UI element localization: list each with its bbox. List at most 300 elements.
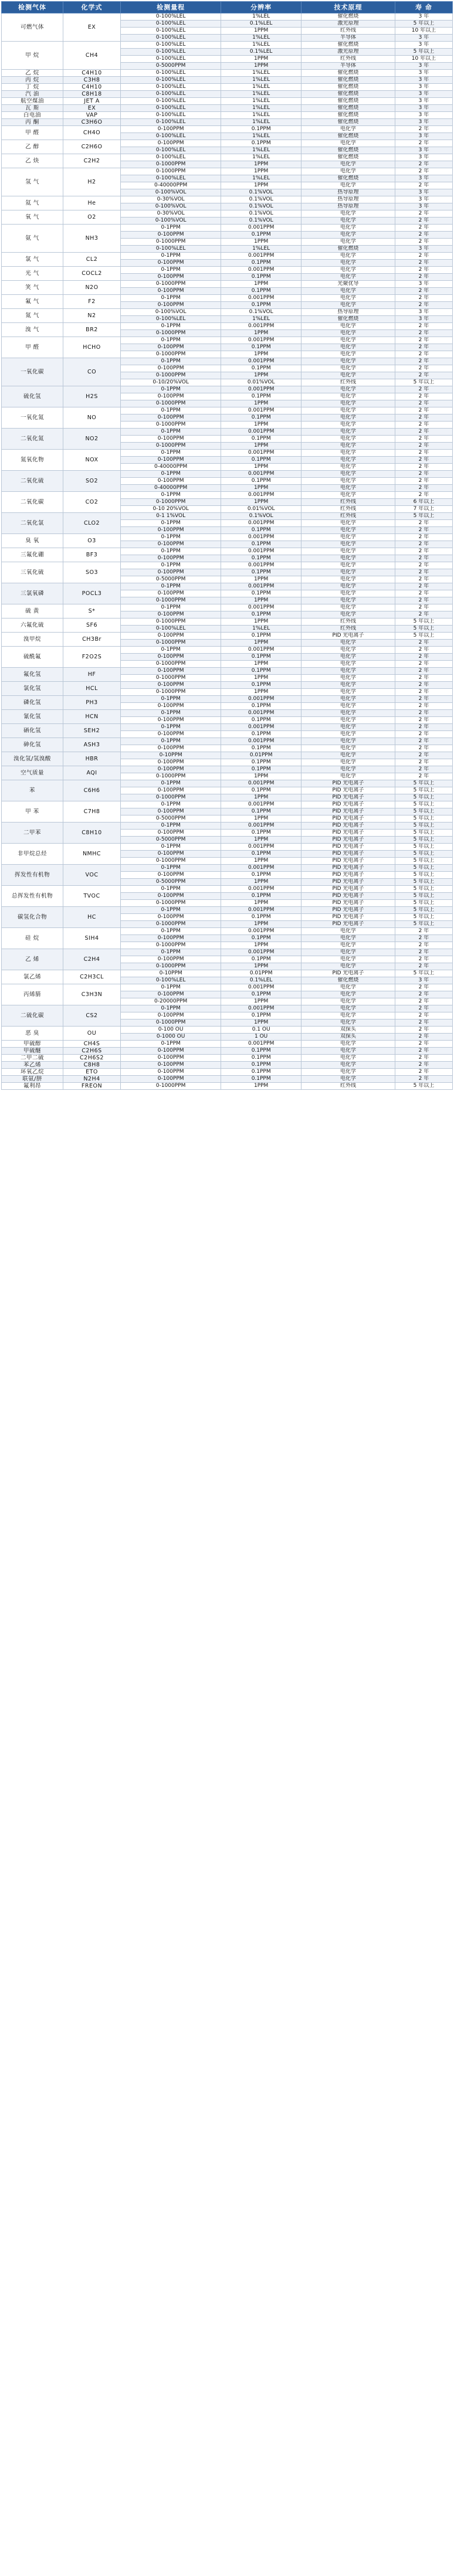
cell-gas-name: 碳氢化合物 <box>2 907 63 928</box>
cell-range: 0-1000PPM <box>121 330 221 337</box>
cell-gas-name: 三氟化硼 <box>2 548 63 562</box>
cell-technology: 电化学 <box>301 668 395 675</box>
cell-life: 5 年以上 <box>395 872 452 879</box>
cell-range: 0-100PPM <box>121 872 221 879</box>
cell-life: 2 年 <box>395 422 452 429</box>
cell-gas-name: 恶 臭 <box>2 1027 63 1041</box>
table-row <box>2 548 453 555</box>
table-row <box>2 492 453 499</box>
cell-range: 0-1000PPM <box>121 640 221 647</box>
cell-resolution: 0.001PPM <box>221 928 301 935</box>
cell-resolution: 0.01PPM <box>221 752 301 759</box>
cell-gas-name: 乙 烷 <box>2 70 63 77</box>
cell-gas-name: 三氧化硫 <box>2 562 63 583</box>
cell-resolution: 0.01PPM <box>221 970 301 977</box>
cell-life: 5 年以上 <box>395 844 452 851</box>
cell-resolution: 0.1PPM <box>221 478 301 485</box>
cell-life: 2 年 <box>395 478 452 485</box>
cell-range: 0-1PPM <box>121 823 221 830</box>
cell-life: 2 年 <box>395 590 452 597</box>
cell-range: 0-40000PPM <box>121 182 221 189</box>
cell-formula: PH3 <box>63 696 120 710</box>
cell-range: 0-100PPM <box>121 1062 221 1069</box>
cell-technology: 电化学 <box>301 752 395 759</box>
cell-range: 0-100PPM <box>121 759 221 766</box>
cell-technology: 电化学 <box>301 956 395 963</box>
cell-technology: 红外线 <box>301 56 395 63</box>
table-row <box>2 1076 453 1083</box>
cell-technology: 电化学 <box>301 1076 395 1083</box>
cell-life: 3 年 <box>395 13 452 21</box>
cell-range: 0-1PPM <box>121 1041 221 1048</box>
cell-formula: C6H6 <box>63 780 120 801</box>
table-row <box>2 407 453 414</box>
cell-range: 0-100%LEL <box>121 246 221 253</box>
cell-technology: 电化学 <box>301 225 395 232</box>
cell-resolution: 0.001PPM <box>221 823 301 830</box>
cell-technology: 半导体 <box>301 63 395 70</box>
cell-formula: C3H8 <box>63 77 120 84</box>
table-row <box>2 429 453 436</box>
cell-technology: 电化学 <box>301 731 395 738</box>
cell-range: 0-1000PPM <box>121 963 221 970</box>
cell-range: 0-100%LEL <box>121 133 221 140</box>
cell-resolution: 0.001PPM <box>221 865 301 872</box>
cell-resolution: 0.1%VOL <box>221 513 301 520</box>
cell-formula: S* <box>63 604 120 618</box>
cell-resolution: 1%LEL <box>221 316 301 323</box>
cell-range: 0-1 1%VOL <box>121 513 221 520</box>
cell-life: 2 年 <box>395 576 452 583</box>
cell-life: 5 年以上 <box>395 907 452 914</box>
cell-technology: 电化学 <box>301 738 395 745</box>
cell-range: 0-100%LEL <box>121 21 221 28</box>
cell-gas-name: 砷化氢 <box>2 738 63 752</box>
cell-range: 0-100PPM <box>121 288 221 295</box>
cell-life: 2 年 <box>395 414 452 422</box>
cell-range: 0-100PPM <box>121 232 221 239</box>
cell-life: 3 年 <box>395 154 452 161</box>
cell-life: 5 年以上 <box>395 921 452 928</box>
cell-resolution: 0.1PPM <box>221 633 301 640</box>
cell-formula: BF3 <box>63 548 120 562</box>
cell-life: 5 年以上 <box>395 780 452 787</box>
cell-resolution: 0.1PPM <box>221 766 301 773</box>
cell-life: 3 年 <box>395 63 452 70</box>
cell-gas-name: 氯乙烯 <box>2 970 63 984</box>
cell-technology: PID 光电离子 <box>301 815 395 823</box>
cell-technology: 热导原理 <box>301 189 395 196</box>
cell-range: 0-1PPM <box>121 949 221 956</box>
cell-range: 0-100PPM <box>121 457 221 464</box>
cell-life: 2 年 <box>395 239 452 246</box>
cell-resolution: 0.1PPM <box>221 787 301 794</box>
cell-life: 3 年 <box>395 309 452 316</box>
table-row <box>2 618 453 626</box>
cell-life: 2 年 <box>395 682 452 689</box>
table-row <box>2 534 453 541</box>
cell-life: 2 年 <box>395 759 452 766</box>
cell-technology: 电化学 <box>301 323 395 330</box>
cell-technology: 电化学 <box>301 344 395 351</box>
cell-technology: 电化学 <box>301 267 395 274</box>
cell-resolution: 0.1PPM <box>221 302 301 309</box>
cell-technology: 电化学 <box>301 661 395 668</box>
cell-life: 2 年 <box>395 689 452 696</box>
cell-life: 3 年 <box>395 977 452 984</box>
cell-technology: 电化学 <box>301 949 395 956</box>
table-row <box>2 583 453 590</box>
cell-range: 0-1000PPM <box>121 400 221 407</box>
cell-gas-name: 氟 气 <box>2 295 63 309</box>
cell-formula: H2S <box>63 386 120 407</box>
cell-range: 0-100PPM <box>121 1069 221 1076</box>
cell-life: 2 年 <box>395 386 452 393</box>
cell-formula: N2H4 <box>63 1076 120 1083</box>
cell-life: 2 年 <box>395 583 452 590</box>
cell-gas-name: 二氧化碳 <box>2 492 63 513</box>
cell-life: 5 年以上 <box>395 49 452 56</box>
cell-life: 3 年 <box>395 281 452 288</box>
cell-formula: SF6 <box>63 618 120 633</box>
cell-formula: BR2 <box>63 323 120 337</box>
cell-resolution: 0.1PPM <box>221 914 301 921</box>
cell-formula: C2H3CL <box>63 970 120 984</box>
cell-range: 0-10/20%VOL <box>121 379 221 386</box>
cell-range: 0-100PPM <box>121 851 221 858</box>
cell-resolution: 0.001PPM <box>221 984 301 991</box>
table-row <box>2 225 453 232</box>
cell-resolution: 1%LEL <box>221 91 301 98</box>
cell-resolution: 0.001PPM <box>221 471 301 478</box>
cell-technology: 电化学 <box>301 562 395 569</box>
cell-technology: 电化学 <box>301 302 395 309</box>
cell-technology: 电化学 <box>301 963 395 970</box>
cell-formula: SO2 <box>63 471 120 492</box>
cell-resolution: 0.1%LEL <box>221 49 301 56</box>
cell-resolution: 1%LEL <box>221 112 301 119</box>
cell-resolution: 0.001PPM <box>221 907 301 914</box>
cell-technology: 催化燃烧 <box>301 105 395 112</box>
cell-technology: 催化燃烧 <box>301 84 395 91</box>
cell-life: 2 年 <box>395 232 452 239</box>
cell-resolution: 1%LEL <box>221 35 301 42</box>
cell-life: 2 年 <box>395 1048 452 1055</box>
cell-formula: CS2 <box>63 1005 120 1027</box>
cell-life: 2 年 <box>395 991 452 998</box>
cell-gas-name: 丙 烷 <box>2 77 63 84</box>
cell-life: 2 年 <box>395 562 452 569</box>
cell-range: 0-30%VOL <box>121 210 221 218</box>
cell-life: 2 年 <box>395 773 452 780</box>
cell-technology: 电化学 <box>301 984 395 991</box>
cell-life: 2 年 <box>395 443 452 450</box>
table-row <box>2 970 453 977</box>
cell-formula: CH4 <box>63 42 120 70</box>
cell-resolution: 0.001PPM <box>221 647 301 654</box>
cell-range: 0-1000PPM <box>121 618 221 626</box>
cell-technology: 电化学 <box>301 443 395 450</box>
cell-range: 0-100%LEL <box>121 28 221 35</box>
cell-technology: 电化学 <box>301 1048 395 1055</box>
table-row <box>2 823 453 830</box>
cell-life: 5 年以上 <box>395 851 452 858</box>
cell-technology: 催化燃烧 <box>301 977 395 984</box>
cell-range: 0-100%LEL <box>121 70 221 77</box>
cell-resolution: 1PPM <box>221 900 301 907</box>
cell-technology: PID 光电离子 <box>301 900 395 907</box>
cell-technology: PID 光电离子 <box>301 886 395 893</box>
cell-gas-name: 硫酰氟 <box>2 647 63 668</box>
cell-life: 2 年 <box>395 675 452 682</box>
cell-resolution: 0.1PPM <box>221 414 301 422</box>
cell-technology: PID 光电离子 <box>301 893 395 900</box>
cell-resolution: 0.1%VOL <box>221 309 301 316</box>
cell-technology: PID 光电离子 <box>301 823 395 830</box>
cell-formula: C8H18 <box>63 91 120 98</box>
cell-resolution: 1PPM <box>221 485 301 492</box>
cell-gas-name: 航空煤油 <box>2 98 63 105</box>
cell-resolution: 1PPM <box>221 1083 301 1090</box>
cell-range: 0-1PPM <box>121 780 221 787</box>
cell-resolution: 0.1PPM <box>221 611 301 618</box>
cell-life: 2 年 <box>395 295 452 302</box>
cell-formula: HCHO <box>63 337 120 358</box>
cell-formula: HC <box>63 907 120 928</box>
cell-life: 3 年 <box>395 316 452 323</box>
cell-life: 3 年 <box>395 35 452 42</box>
cell-resolution: 0.1 OU <box>221 1027 301 1034</box>
cell-resolution: 0.1PPM <box>221 935 301 942</box>
table-row <box>2 738 453 745</box>
cell-resolution: 1%LEL <box>221 154 301 161</box>
cell-life: 2 年 <box>395 956 452 963</box>
cell-range: 0-1PPM <box>121 928 221 935</box>
cell-gas-name: 笑 气 <box>2 281 63 295</box>
cell-technology: 电化学 <box>301 337 395 344</box>
table-row <box>2 1083 453 1090</box>
cell-life: 3 年 <box>395 119 452 126</box>
cell-resolution: 0.1PPM <box>221 260 301 267</box>
cell-range: 0-100PPM <box>121 344 221 351</box>
cell-range: 0-100%LEL <box>121 13 221 21</box>
cell-range: 0-100%LEL <box>121 84 221 91</box>
cell-resolution: 0.001PPM <box>221 780 301 787</box>
cell-technology: 电化学 <box>301 590 395 597</box>
table-row <box>2 154 453 161</box>
cell-resolution: 0.1PPM <box>221 703 301 710</box>
cell-range: 0-100PPM <box>121 935 221 942</box>
table-row <box>2 168 453 175</box>
cell-resolution: 1PPM <box>221 330 301 337</box>
cell-life: 2 年 <box>395 161 452 168</box>
cell-resolution: 1PPM <box>221 921 301 928</box>
cell-gas-name: 硒化氢 <box>2 724 63 738</box>
cell-life: 2 年 <box>395 731 452 738</box>
cell-resolution: 1%LEL <box>221 13 301 21</box>
cell-formula: HCN <box>63 710 120 724</box>
cell-resolution: 0.001PPM <box>221 407 301 414</box>
cell-resolution: 1%LEL <box>221 119 301 126</box>
gas-sensor-spec-sheet <box>0 1 454 1090</box>
cell-range: 0-1000PPM <box>121 499 221 506</box>
cell-range: 0-1000PPM <box>121 900 221 907</box>
cell-range: 0-1000 OU <box>121 1034 221 1041</box>
table-row <box>2 337 453 344</box>
cell-range: 0-1PPM <box>121 583 221 590</box>
cell-life: 2 年 <box>395 126 452 133</box>
cell-technology: PID 光电离子 <box>301 794 395 801</box>
cell-life: 3 年 <box>395 105 452 112</box>
cell-life: 2 年 <box>395 597 452 604</box>
cell-resolution: 0.1PPM <box>221 274 301 281</box>
cell-life: 5 年以上 <box>395 893 452 900</box>
cell-technology: 催化燃烧 <box>301 119 395 126</box>
cell-resolution: 1PPM <box>221 351 301 358</box>
cell-life: 10 年以上 <box>395 28 452 35</box>
table-row <box>2 696 453 703</box>
cell-resolution: 0.1%VOL <box>221 189 301 196</box>
cell-range: 0-5000PPM <box>121 576 221 583</box>
cell-range: 0-100%VOL <box>121 189 221 196</box>
cell-range: 0-100PPM <box>121 555 221 562</box>
cell-range: 0-1PPM <box>121 407 221 414</box>
cell-technology: 热导原理 <box>301 196 395 203</box>
cell-formula: C8H10 <box>63 823 120 844</box>
cell-resolution: 0.1PPM <box>221 344 301 351</box>
cell-formula: N2O <box>63 281 120 295</box>
cell-life: 3 年 <box>395 246 452 253</box>
cell-formula: COCL2 <box>63 267 120 281</box>
cell-technology: 激光原理 <box>301 49 395 56</box>
cell-technology: 双探头 <box>301 1027 395 1034</box>
cell-life: 2 年 <box>395 710 452 717</box>
cell-technology: PID 光电离子 <box>301 914 395 921</box>
cell-resolution: 0.1PPM <box>221 140 301 147</box>
table-row <box>2 1041 453 1048</box>
cell-formula: EX <box>63 13 120 42</box>
cell-resolution: 0.001PPM <box>221 534 301 541</box>
cell-life: 2 年 <box>395 661 452 668</box>
cell-resolution: 0.001PPM <box>221 520 301 527</box>
cell-gas-name: 溴化氢/氢溴酸 <box>2 752 63 766</box>
cell-technology: 电化学 <box>301 429 395 436</box>
cell-technology: 电化学 <box>301 766 395 773</box>
cell-technology: 电化学 <box>301 689 395 696</box>
cell-gas-name: 乙 醇 <box>2 140 63 154</box>
cell-formula: He <box>63 196 120 210</box>
cell-resolution: 0.001PPM <box>221 337 301 344</box>
cell-gas-name: 甲硫醚 <box>2 1048 63 1055</box>
cell-gas-name: 挥发性有机物 <box>2 865 63 886</box>
cell-range: 0-1PPM <box>121 295 221 302</box>
cell-formula: CL2 <box>63 253 120 267</box>
table-row <box>2 450 453 457</box>
cell-life: 2 年 <box>395 372 452 379</box>
cell-gas-name: 苯乙烯 <box>2 1062 63 1069</box>
cell-life: 2 年 <box>395 288 452 295</box>
cell-range: 0-1PPM <box>121 562 221 569</box>
cell-life: 2 年 <box>395 464 452 471</box>
table-row <box>2 562 453 569</box>
cell-resolution: 0.001PPM <box>221 295 301 302</box>
cell-formula: HF <box>63 668 120 682</box>
cell-life: 2 年 <box>395 429 452 436</box>
cell-technology: 电化学 <box>301 407 395 414</box>
cell-gas-name: 联氨/肼 <box>2 1076 63 1083</box>
cell-life: 2 年 <box>395 471 452 478</box>
cell-range: 0-100%LEL <box>121 626 221 633</box>
cell-range: 0-10 20%VOL <box>121 506 221 513</box>
table-row <box>2 780 453 787</box>
cell-range: 0-1PPM <box>121 604 221 611</box>
cell-life: 2 年 <box>395 555 452 562</box>
cell-life: 2 年 <box>395 337 452 344</box>
cell-technology: 电化学 <box>301 597 395 604</box>
cell-range: 0-100PPM <box>121 126 221 133</box>
table-row <box>2 309 453 316</box>
cell-resolution: 1PPM <box>221 689 301 696</box>
cell-life: 2 年 <box>395 696 452 703</box>
col-header-life: 寿 命 <box>395 2 452 13</box>
cell-resolution: 1PPM <box>221 239 301 246</box>
cell-resolution: 0.001PPM <box>221 724 301 731</box>
cell-technology: 热导原理 <box>301 309 395 316</box>
cell-range: 0-100%VOL <box>121 309 221 316</box>
cell-life: 2 年 <box>395 344 452 351</box>
cell-range: 0-100PPM <box>121 1048 221 1055</box>
cell-life: 2 年 <box>395 436 452 443</box>
cell-range: 0-100PPM <box>121 956 221 963</box>
cell-technology: 电化学 <box>301 457 395 464</box>
cell-formula: C3H3N <box>63 984 120 1005</box>
cell-technology: PID 光电离子 <box>301 808 395 815</box>
cell-formula: CLO2 <box>63 513 120 534</box>
cell-technology: 电化学 <box>301 541 395 548</box>
cell-life: 7 年以上 <box>395 506 452 513</box>
cell-resolution: 1PPM <box>221 63 301 70</box>
cell-range: 0-1PPM <box>121 710 221 717</box>
cell-life: 2 年 <box>395 302 452 309</box>
table-row <box>2 682 453 689</box>
cell-life: 5 年以上 <box>395 513 452 520</box>
table-row <box>2 1005 453 1012</box>
table-row <box>2 752 453 759</box>
cell-formula: F2O2S <box>63 647 120 668</box>
cell-technology: PID 光电离子 <box>301 801 395 808</box>
cell-resolution: 1PPM <box>221 464 301 471</box>
cell-life: 2 年 <box>395 1069 452 1076</box>
cell-range: 0-1000PPM <box>121 422 221 429</box>
cell-life: 2 年 <box>395 738 452 745</box>
cell-range: 0-1000PPM <box>121 858 221 865</box>
cell-life: 3 年 <box>395 147 452 154</box>
cell-technology: 催化燃烧 <box>301 112 395 119</box>
cell-gas-name: 三氯氧磷 <box>2 583 63 604</box>
cell-range: 0-1PPM <box>121 865 221 872</box>
cell-resolution: 0.001PPM <box>221 450 301 457</box>
cell-resolution: 1PPM <box>221 794 301 801</box>
cell-life: 2 年 <box>395 611 452 618</box>
cell-range: 0-100PPM <box>121 991 221 998</box>
col-header-technology: 技术原理 <box>301 2 395 13</box>
cell-technology: 电化学 <box>301 436 395 443</box>
cell-life: 2 年 <box>395 274 452 281</box>
cell-life: 2 年 <box>395 724 452 731</box>
cell-technology: 热导原理 <box>301 203 395 210</box>
cell-life: 2 年 <box>395 1012 452 1019</box>
cell-technology: 电化学 <box>301 210 395 218</box>
